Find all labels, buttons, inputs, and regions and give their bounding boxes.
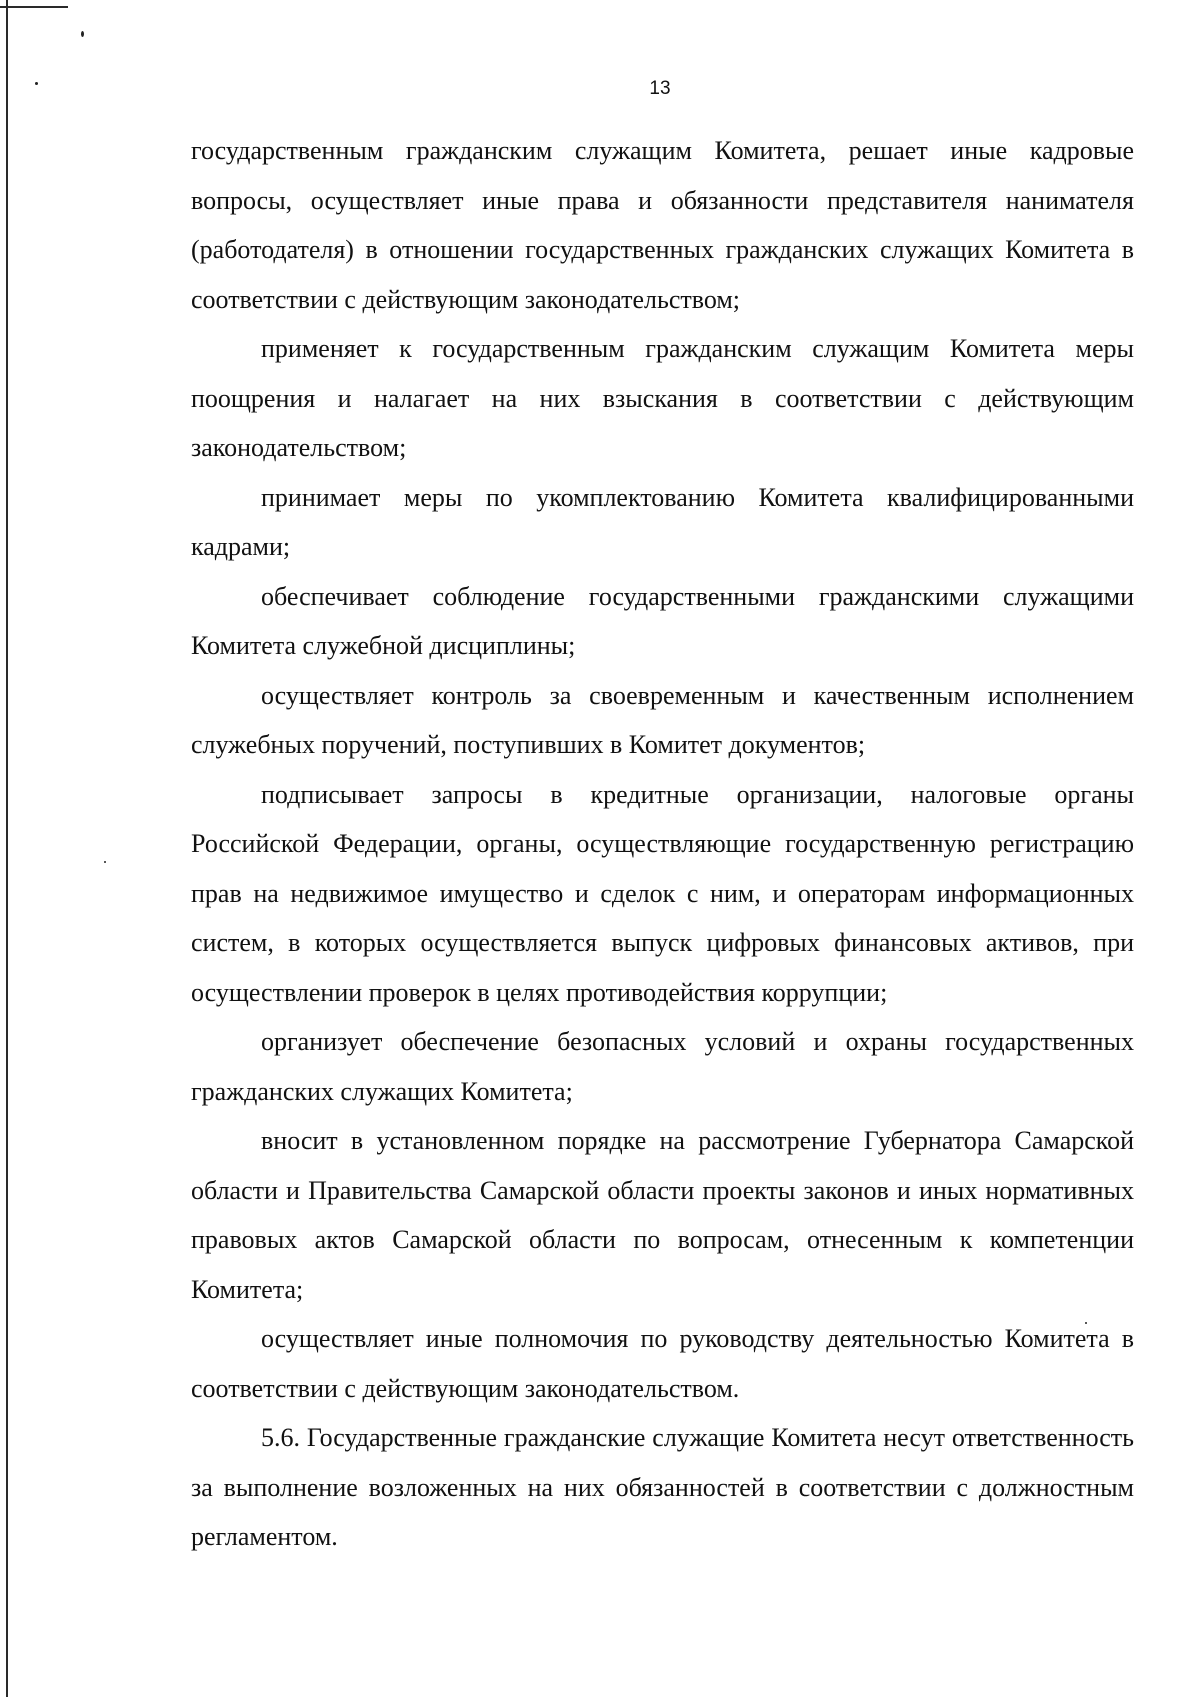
scan-speck [81,31,84,37]
paragraph: принимает меры по укомплектованию Комитета квалифицированными кадрами; [191,482,1134,561]
page-number: 13 [649,78,671,99]
scan-speck [35,82,38,85]
scan-border-left [6,0,8,1697]
paragraph: осуществляет иные полномочия по руководству деятельностью Комитета в соответствии с действующим законодательством. [191,1324,1134,1403]
paragraph: осуществляет контроль за своевременным и качественным исполнением служебных поручений, поступивших в Комитет документов; [191,680,1134,759]
paragraph: организует обеспечение безопасных условий и охраны государственных гражданских служащих Комитета; [191,1027,1134,1106]
document-body [191,126,1134,1562]
paragraph: вносит в установленном порядке на рассмотрение Губернатора Самарской области и Правительства Самарской области проекты законов и иных нормативных правовых актов Самарской области по вопросам, отнесенным к компетенции Комитета; [191,1126,1134,1304]
scan-border-top [0,6,68,8]
paragraph: применяет к государственным гражданским служащим Комитета меры поощрения и налагает на них взыскания в соответствии с действующим законодательством; [191,334,1134,462]
paragraph: обеспечивает соблюдение государственными гражданскими служащими Комитета служебной дисциплины; [191,581,1134,660]
paragraph: подписывает запросы в кредитные организации, налоговые органы Российской Федерации, органы, осуществляющие государственную регистрацию прав на недвижимое имущество и сделок с ним, и операторам информационных систем, в которых осуществляется выпуск цифровых финансовых активов, при осуществлении проверок в целях противодействия коррупции; [191,779,1134,1007]
scan-speck [104,861,106,863]
paragraph: 5.6. Государственные гражданские служащие Комитета несут ответственность за выполнение возложенных на них обязанностей в соответствии с должностным регламентом. [191,1423,1134,1551]
paragraph: государственным гражданским служащим Комитета, решает иные кадровые вопросы, осуществляет иные права и обязанности представителя нанимателя (работодателя) в отношении государственных гражданских служащих Комитета в соответствии с действующим законодательством; [191,136,1134,314]
